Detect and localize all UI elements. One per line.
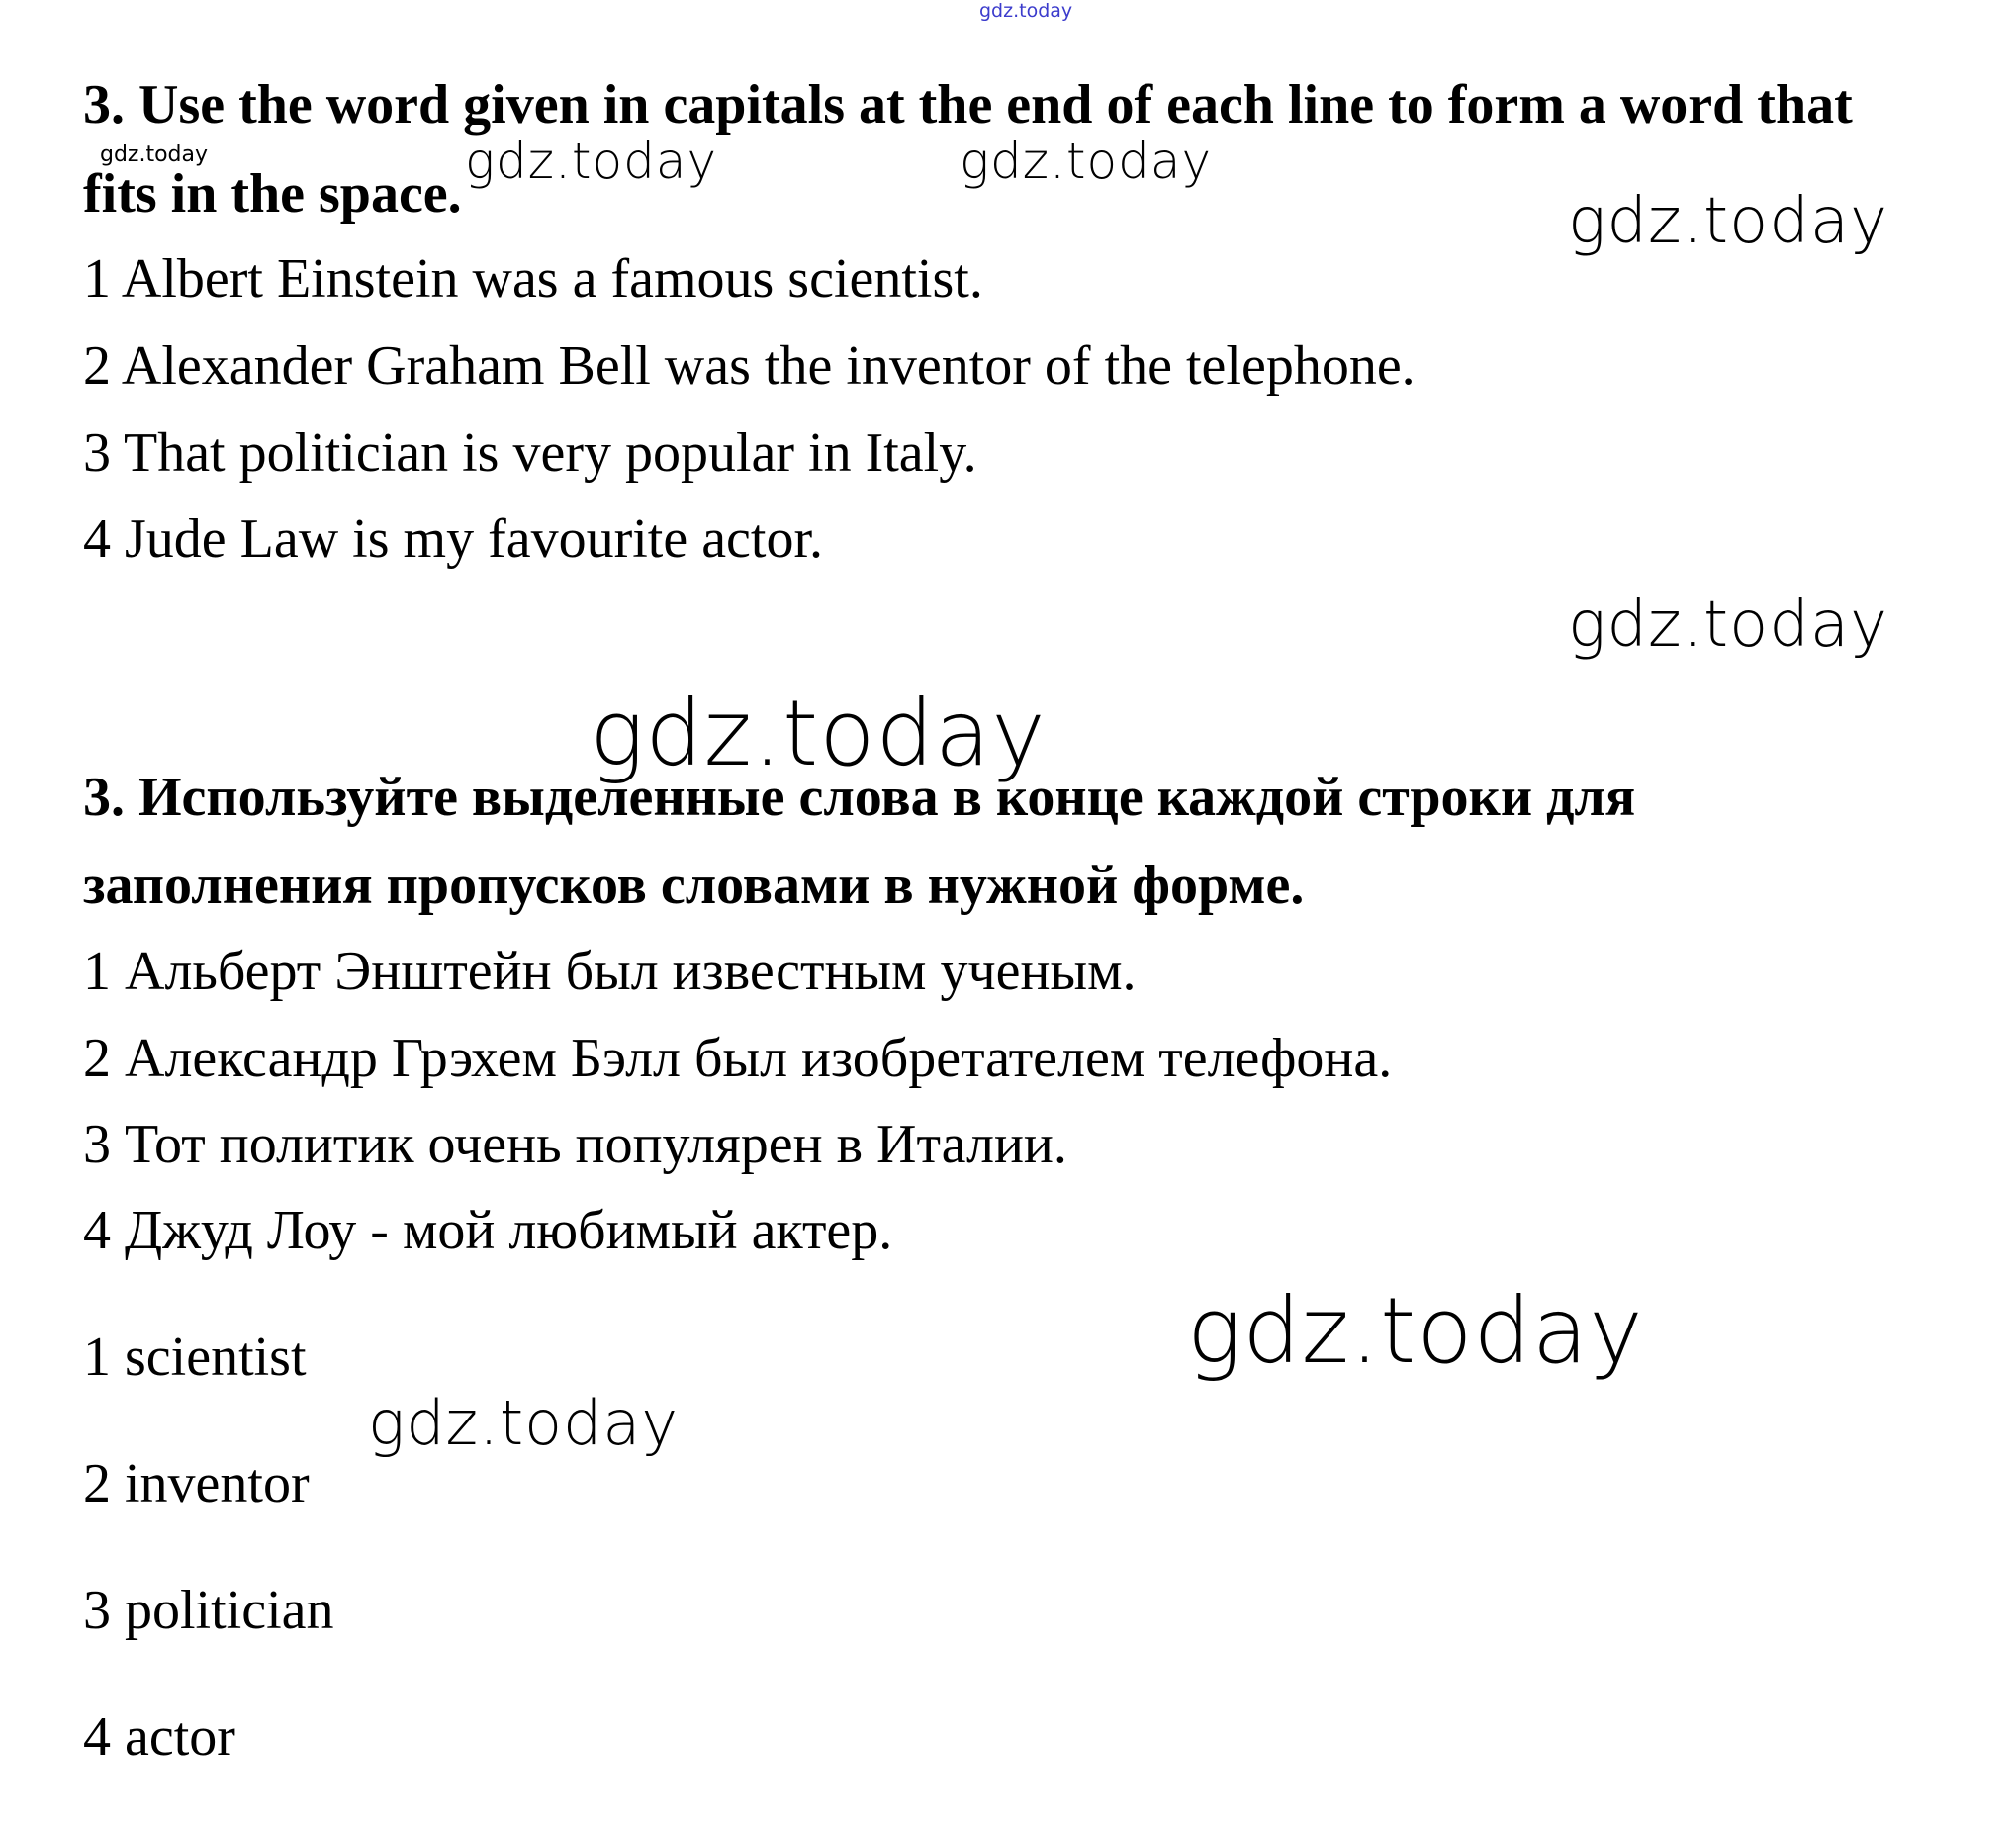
watermark: gdz.today xyxy=(1568,185,1888,258)
answer-item: 1 scientist xyxy=(83,1327,307,1388)
answer-item: 4 actor xyxy=(83,1706,235,1768)
english-sentence: 3 That politician is very popular in Italy. xyxy=(83,422,977,484)
watermark-large: gdz.today xyxy=(1187,1278,1644,1384)
english-sentence: 2 Alexander Graham Bell was the inventor of the telephone. xyxy=(83,335,1416,397)
watermark: gdz.today xyxy=(465,133,718,190)
russian-sentence: 2 Александр Грэхем Бэлл был изобретателем телефона. xyxy=(83,1028,1393,1089)
answer-item: 3 politician xyxy=(83,1580,334,1641)
watermark-top: gdz.today xyxy=(979,0,1073,22)
watermark: gdz.today xyxy=(368,1387,680,1459)
russian-sentence: 3 Тот политик очень популярен в Италии. xyxy=(83,1114,1067,1175)
watermark-small: gdz.today xyxy=(100,142,209,167)
russian-sentence: 4 Джуд Лоу - мой любимый актер. xyxy=(83,1200,893,1261)
english-sentence: 4 Jude Law is my favourite actor. xyxy=(83,508,824,570)
russian-heading: 3. Используйте выделенные слова в конце каждой строки для xyxy=(83,767,1636,828)
watermark: gdz.today xyxy=(960,133,1213,190)
russian-sentence: 1 Альберт Энштейн был известным ученым. xyxy=(83,941,1137,1002)
watermark-large: gdz.today xyxy=(590,681,1047,786)
russian-heading-cont: заполнения пропусков словами в нужной форме. xyxy=(83,855,1305,916)
english-heading-cont: fits in the space. xyxy=(83,163,462,225)
english-heading: 3. Use the word given in capitals at the end of each line to form a word that xyxy=(83,74,1853,136)
watermark: gdz.today xyxy=(1568,589,1888,662)
english-sentence: 1 Albert Einstein was a famous scientist. xyxy=(83,248,983,310)
answer-item: 2 inventor xyxy=(83,1453,310,1514)
